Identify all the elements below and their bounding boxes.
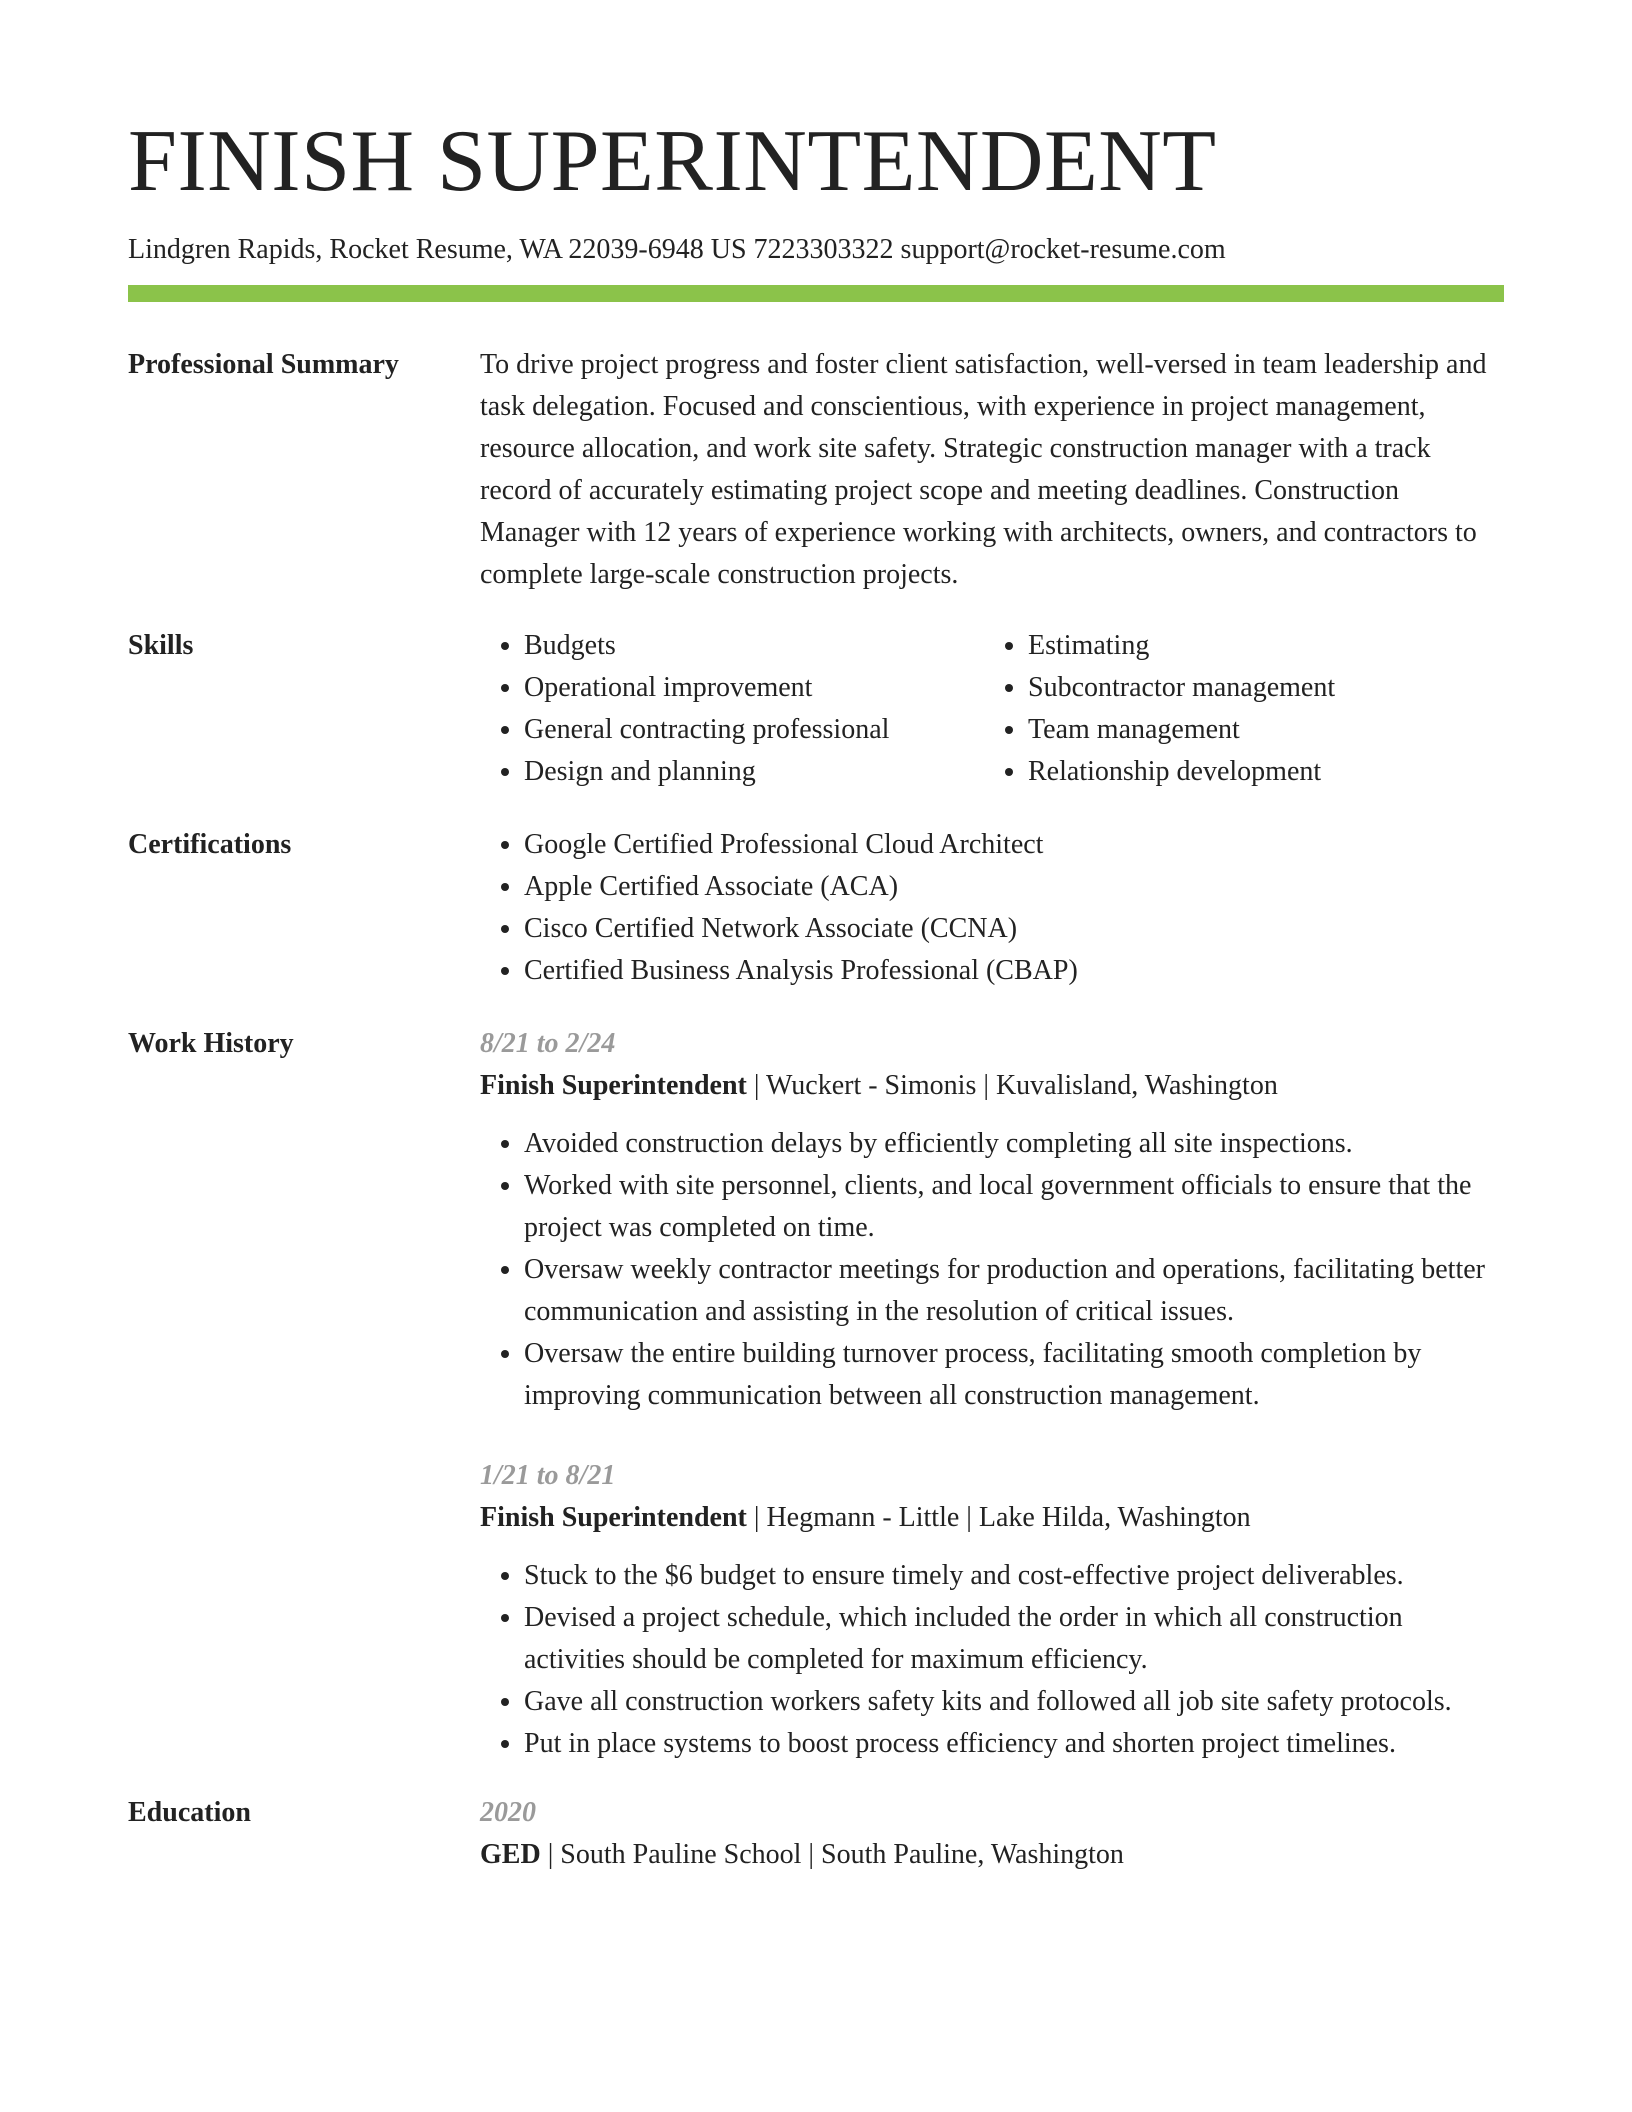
accent-divider — [128, 285, 1504, 302]
skill-item: • Relationship development — [1028, 751, 1488, 793]
job-entry — [480, 1023, 1504, 1417]
certification-item: • Apple Certified Associate (ACA) — [524, 866, 1504, 908]
summary-text: To drive project progress and foster client satisfaction, well-versed in team leadership and task delegation. Focused and conscientious, with experience in project management, resource allocation, and work site safety. Strategic construction manager with a track record of accurately estimating project scope and meeting deadlines. Construction Manager with 12 years of experience working with architects, owners, and contractors to complete large-scale construction projects. — [480, 349, 1487, 590]
job-role: Finish Superintendent — [480, 1070, 747, 1101]
job-details: | Wuckert - Simonis | Kuvalisland, Washington — [746, 1070, 1278, 1101]
education-date: 2020 — [480, 1797, 536, 1828]
skills-grid — [480, 625, 1504, 793]
job-bullet: • Oversaw the entire building turnover process, facilitating smooth completion by improving communication between all construction management. — [524, 1333, 1504, 1417]
certification-item: • Certified Business Analysis Professional (CBAP) — [524, 950, 1504, 992]
job-bullet: • Avoided construction delays by efficiently completing all site inspections. — [524, 1123, 1504, 1165]
skills-column-right — [984, 625, 1488, 793]
job-bullet: • Put in place systems to boost process efficiency and shorten project timelines. — [524, 1723, 1504, 1765]
skills-list-left — [480, 625, 984, 793]
education-heading: Education — [128, 1797, 251, 1828]
skills-body — [480, 625, 1504, 793]
certification-item: • Google Certified Professional Cloud Architect — [524, 824, 1504, 866]
job-bullet: • Oversaw weekly contractor meetings for production and operations, facilitating better communication and assisting in the resolution of critical issues. — [524, 1249, 1504, 1333]
certifications-list — [480, 824, 1504, 992]
job-bullets — [480, 1123, 1504, 1417]
summary-body — [480, 344, 1504, 596]
skills-column-left — [480, 625, 984, 793]
job-details: | Hegmann - Little | Lake Hilda, Washington — [746, 1502, 1251, 1533]
job-bullet: • Worked with site personnel, clients, and local government officials to ensure that the project was completed on time. — [524, 1165, 1504, 1249]
certifications-body — [480, 824, 1504, 992]
skill-item: • Team management — [1028, 709, 1488, 751]
skill-item: • Estimating — [1028, 625, 1488, 667]
job-bullet: • Gave all construction workers safety kits and followed all job site safety protocols. — [524, 1681, 1504, 1723]
education-line — [480, 1834, 1504, 1876]
job-dates: 8/21 to 2/24 — [480, 1028, 616, 1059]
education-details: | South Pauline School | South Pauline, Washington — [540, 1839, 1124, 1870]
summary-heading: Professional Summary — [128, 349, 399, 380]
job-bullet: • Devised a project schedule, which included the order in which all construction activities should be completed for maximum efficiency. — [524, 1597, 1504, 1681]
skill-item: • General contracting professional — [524, 709, 984, 751]
skill-item: • Subcontractor management — [1028, 667, 1488, 709]
skill-item: • Budgets — [524, 625, 984, 667]
job-title-line — [480, 1065, 1504, 1107]
skill-item: • Operational improvement — [524, 667, 984, 709]
education-degree: GED — [480, 1839, 541, 1870]
certifications-heading: Certifications — [128, 829, 292, 860]
skills-list-right — [984, 625, 1488, 793]
job-dates: 1/21 to 8/21 — [480, 1460, 616, 1491]
job-title-line — [480, 1497, 1504, 1539]
candidate-name: FINISH SUPERINTENDENT — [128, 113, 1217, 210]
certification-item: • Cisco Certified Network Associate (CCNA) — [524, 908, 1504, 950]
job-role: Finish Superintendent — [480, 1502, 747, 1533]
skills-heading: Skills — [128, 630, 194, 661]
contact-line: Lindgren Rapids, Rocket Resume, WA 22039-6948 US 7223303322 support@rocket-resume.com — [128, 234, 1226, 265]
work-history-body — [480, 1023, 1504, 1803]
job-bullet: • Stuck to the $6 budget to ensure timely and cost-effective project deliverables. — [524, 1555, 1504, 1597]
work-history-heading: Work History — [128, 1028, 294, 1059]
education-body — [480, 1792, 1504, 1892]
job-bullets — [480, 1555, 1504, 1765]
skill-item: • Design and planning — [524, 751, 984, 793]
job-entry — [480, 1455, 1504, 1765]
